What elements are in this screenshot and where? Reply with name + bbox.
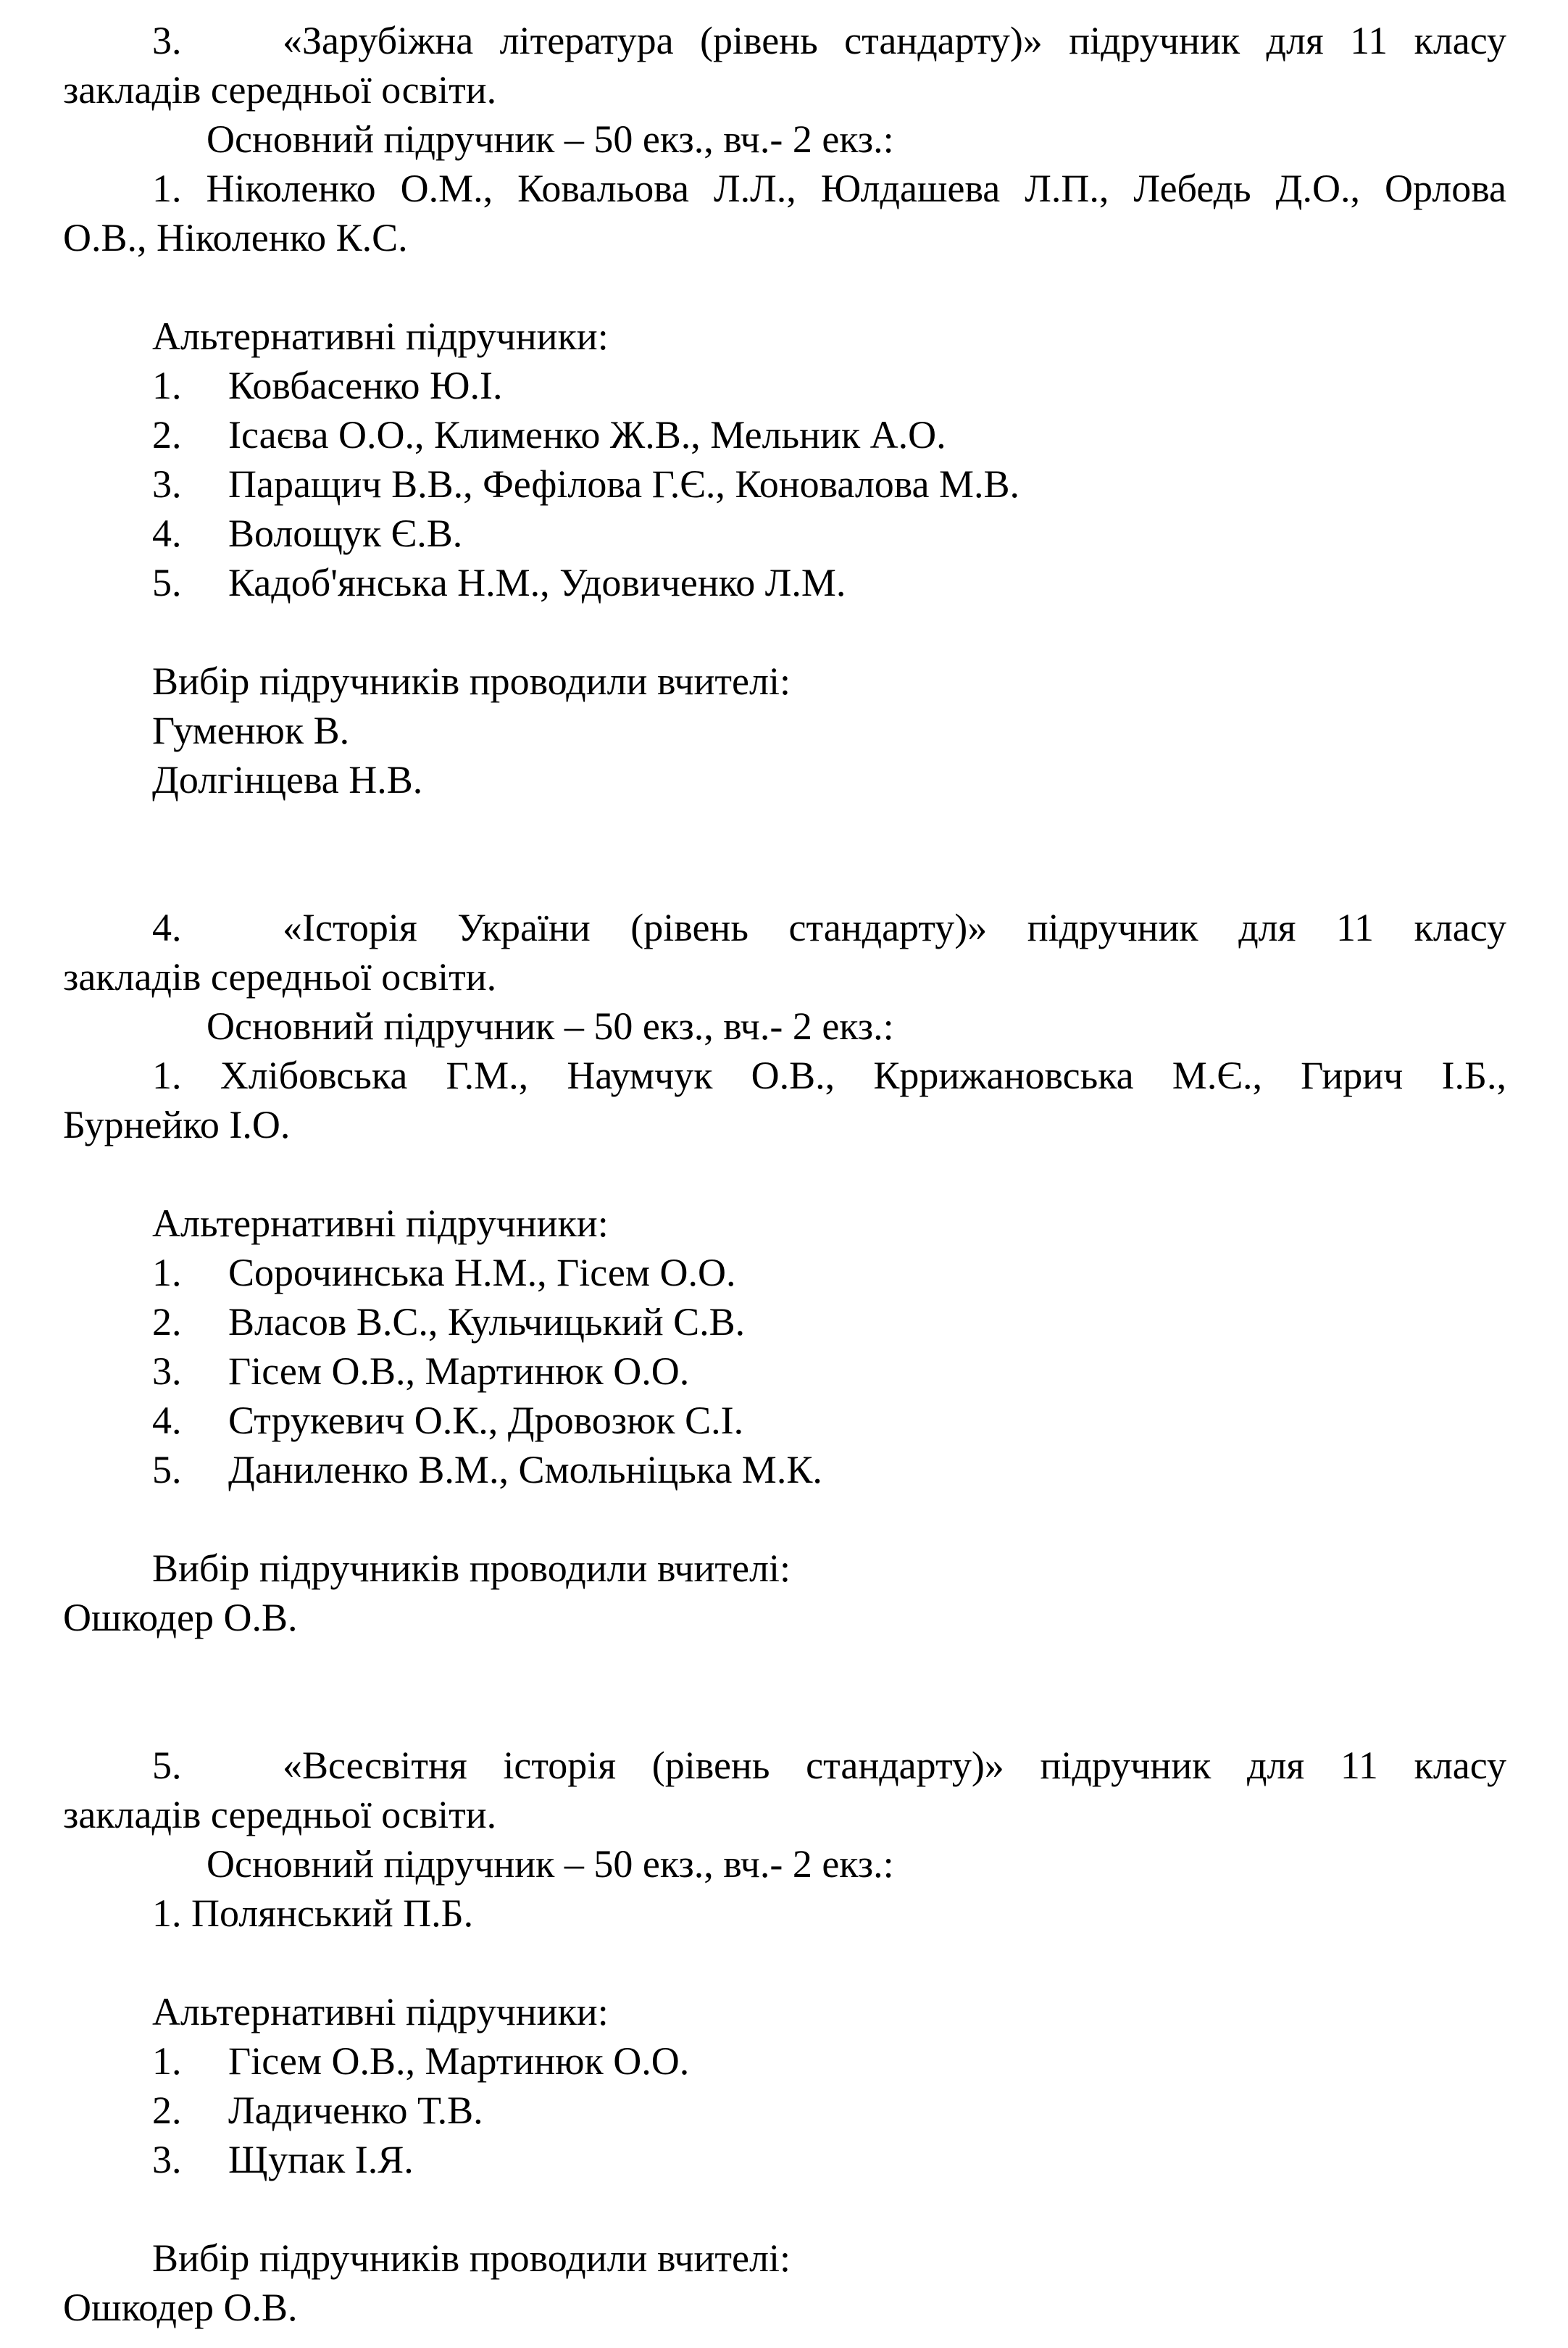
alt-item: [63, 361, 1506, 410]
main-textbook-label: Основний підручник – 50 екз., вч.- 2 екз.:: [207, 117, 894, 161]
alt-item-number: 4.: [152, 512, 182, 555]
alt-item-authors: Гісем О.В., Мартинюк О.О.: [228, 1349, 690, 1393]
alt-item-authors: Даниленко В.М., Смольніцька М.К.: [228, 1448, 822, 1491]
alt-item: [63, 1445, 1506, 1494]
alt-textbooks-label: Альтернативні підручники:: [152, 1990, 609, 2033]
choice-label: Вибір підручників проводили вчителі:: [152, 659, 791, 703]
section-zarubizhna-literatura: [63, 16, 1506, 804]
alt-item-authors: Гісем О.В., Мартинюк О.О.: [228, 2039, 690, 2083]
section-number: 5.: [152, 1744, 182, 1787]
alt-item: [63, 558, 1506, 607]
choice-label: Вибір підручників проводили вчителі:: [152, 1546, 791, 1590]
section-title-wrap: закладів середньої освіти.: [63, 68, 497, 112]
blank-line: [63, 804, 1506, 903]
choice-label: Вибір підручників проводили вчителі:: [152, 2236, 791, 2280]
alt-item: [63, 2086, 1506, 2135]
teacher-name: Гуменюк В.: [152, 709, 350, 752]
section-istoriya-ukrainy: [63, 903, 1506, 1642]
main-authors-wrap-line: Бурнейко І.О.: [63, 1103, 291, 1146]
section-title: «Всесвітня історія (рівень стандарту)» підручник для 11 класу: [283, 1744, 1506, 1787]
section-number: 4.: [152, 906, 182, 949]
alt-item-number: 1.: [152, 1251, 182, 1294]
alt-item: [63, 1297, 1506, 1346]
blank-line: [63, 1938, 1506, 1987]
alt-item-number: 2.: [152, 1300, 182, 1344]
main-textbook-label: Основний підручник – 50 екз., вч.- 2 екз.:: [207, 1004, 894, 1048]
alt-item: [63, 459, 1506, 509]
alt-item-number: 3.: [152, 462, 182, 506]
alt-item: [63, 2135, 1506, 2184]
alt-item-number: 3.: [152, 2138, 182, 2181]
section-heading: [63, 1741, 1506, 1790]
section-title-wrap: закладів середньої освіти.: [63, 955, 497, 999]
alt-item-number: 3.: [152, 1349, 182, 1393]
main-textbook-label: Основний підручник – 50 екз., вч.- 2 екз.:: [207, 1842, 894, 1886]
alt-item-authors: Ковбасенко Ю.І.: [228, 364, 503, 407]
alt-item-authors: Волощук Є.В.: [228, 512, 463, 555]
alt-item-number: 4.: [152, 1399, 182, 1442]
alt-item: [63, 1396, 1506, 1445]
blank-line: [63, 2184, 1506, 2233]
alt-item-authors: Власов В.С., Кульчицький С.В.: [228, 1300, 746, 1344]
alt-item-number: 2.: [152, 413, 182, 457]
alt-item-authors: Ісаєва О.О., Клименко Ж.В., Мельник А.О.: [228, 413, 946, 457]
main-authors-line: 1. Полянський П.Б.: [152, 1891, 474, 1935]
alt-item: [63, 2036, 1506, 2086]
alt-item: [63, 1248, 1506, 1297]
alt-item-authors: Ладиченко Т.В.: [228, 2089, 483, 2132]
teacher-name: Ошкодер О.В.: [63, 2286, 298, 2329]
blank-line: [63, 1494, 1506, 1544]
alt-textbooks-label: Альтернативні підручники:: [152, 315, 609, 358]
main-authors-line: 1. Ніколенко О.М., Ковальова Л.Л., Юлдашева Л.П., Лебедь Д.О., Орлова: [152, 167, 1506, 210]
blank-line: [63, 1642, 1506, 1741]
blank-line: [63, 607, 1506, 657]
section-vsesvitnya-istoriya: [63, 1741, 1506, 2332]
alt-item: [63, 1346, 1506, 1396]
alt-item-authors: Струкевич О.К., Дровозюк С.І.: [228, 1399, 744, 1442]
alt-item: [63, 509, 1506, 558]
section-heading: [63, 16, 1506, 65]
alt-item-number: 1.: [152, 364, 182, 407]
section-number: 3.: [152, 19, 182, 62]
section-title-wrap: закладів середньої освіти.: [63, 1793, 497, 1836]
alt-item-number: 2.: [152, 2089, 182, 2132]
alt-textbooks-label: Альтернативні підручники:: [152, 1202, 609, 1245]
main-authors-line: 1. Хлібовська Г.М., Наумчук О.В., Кррижановська М.Є., Гирич І.Б.,: [152, 1054, 1506, 1097]
alt-item-authors: Сорочинська Н.М., Гісем О.О.: [228, 1251, 736, 1294]
blank-line: [63, 1149, 1506, 1199]
section-title: «Зарубіжна література (рівень стандарту)» підручник для 11 класу: [283, 19, 1506, 62]
blank-line: [63, 262, 1506, 312]
main-authors-wrap-line: О.В., Ніколенко К.С.: [63, 216, 408, 259]
alt-item-number: 5.: [152, 1448, 182, 1491]
alt-item-authors: Паращич В.В., Фефілова Г.Є., Коновалова М.В.: [228, 462, 1020, 506]
alt-item-number: 1.: [152, 2039, 182, 2083]
section-heading: [63, 903, 1506, 952]
alt-item: [63, 410, 1506, 459]
section-title: «Історія України (рівень стандарту)» підручник для 11 класу: [283, 906, 1506, 949]
alt-item-authors: Щупак І.Я.: [228, 2138, 414, 2181]
alt-item-authors: Кадоб'янська Н.М., Удовиченко Л.М.: [228, 561, 846, 604]
teacher-name: Долгінцева Н.В.: [152, 758, 423, 802]
alt-item-number: 5.: [152, 561, 182, 604]
teacher-name: Ошкодер О.В.: [63, 1596, 298, 1639]
